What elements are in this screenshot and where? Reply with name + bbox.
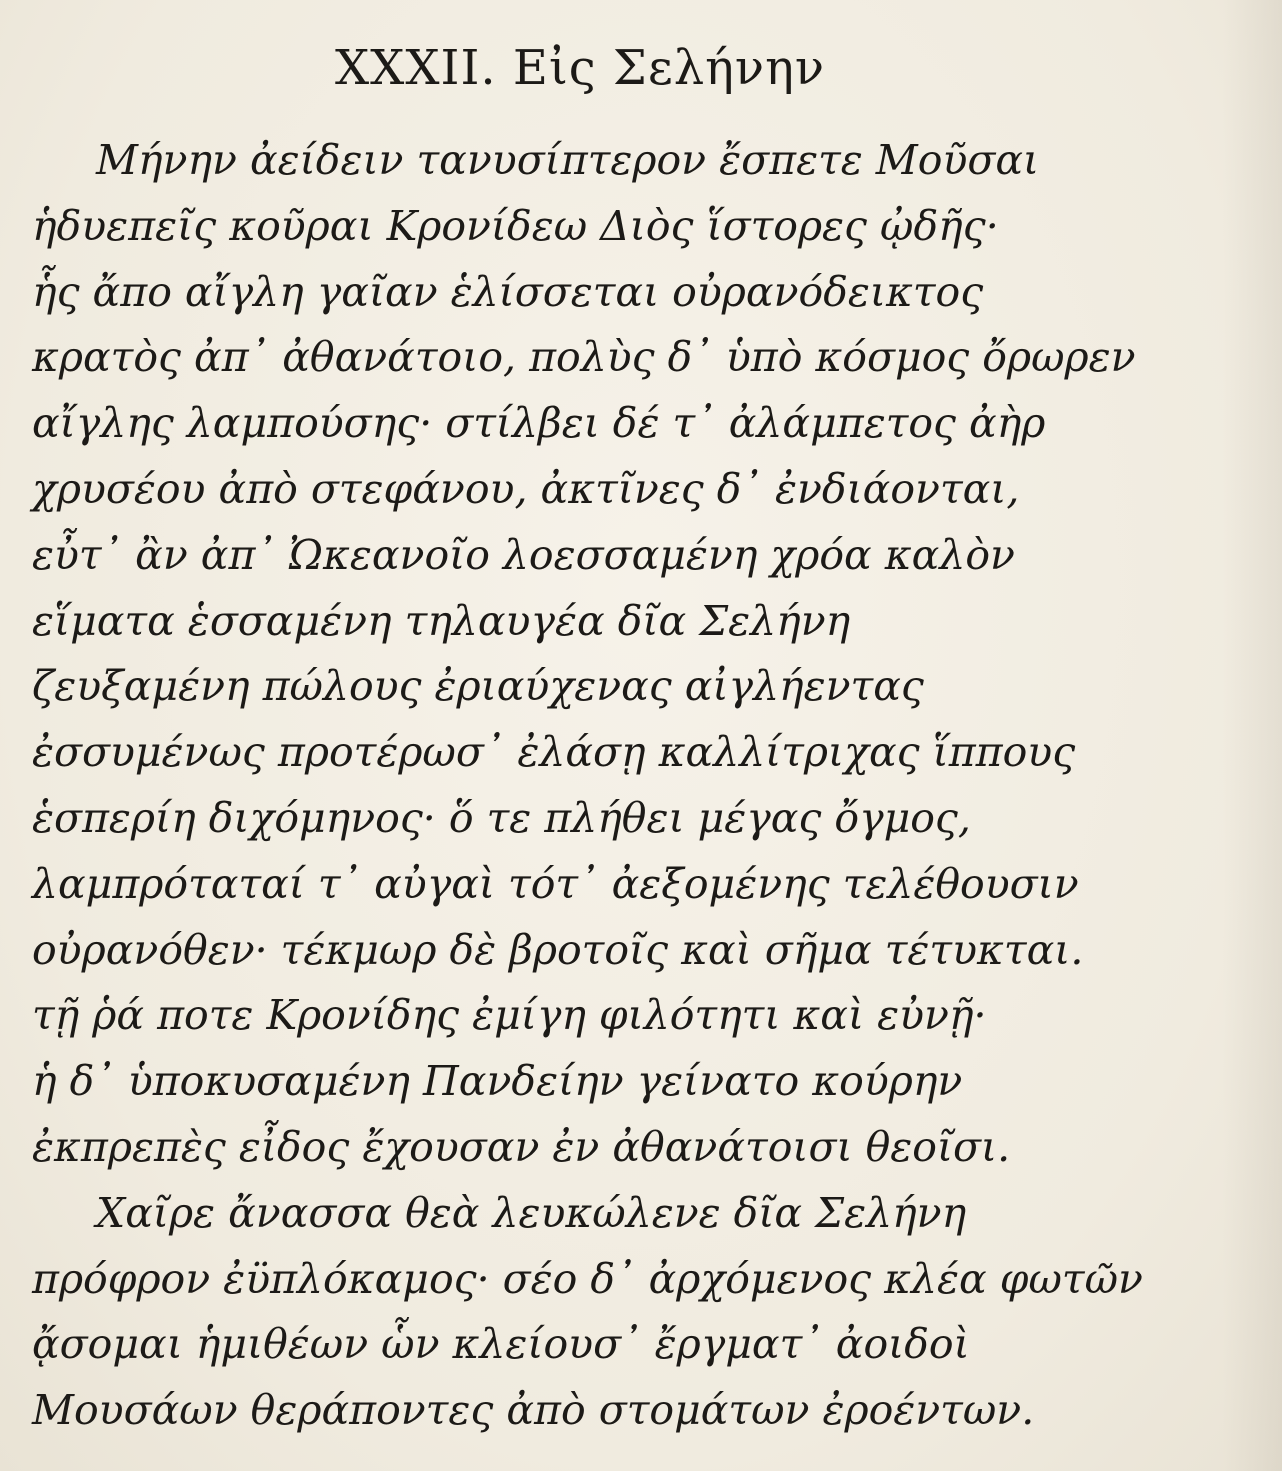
poem-line: λαμπρόταταί τ᾽ αὐγαὶ τότ᾽ ἀεξομένης τελέθουσιν bbox=[32, 859, 1079, 908]
poem-line: εὖτ᾽ ἂν ἀπ᾽ Ὠκεανοῖο λοεσσαμένη χρόα καλὸν bbox=[32, 530, 1015, 579]
poem-line: αἴγλης λαμπούσης· στίλβει δέ τ᾽ ἀλάμπετος ἀὴρ bbox=[32, 399, 1046, 448]
poem-line: ἡ δ᾽ ὑποκυσαμένη Πανδείην γείνατο κούρην bbox=[32, 1057, 963, 1106]
poem-line: Μουσάων θεράποντες ἀπὸ στομάτων ἐροέντων. bbox=[32, 1386, 1035, 1435]
poem-line: πρόφρον ἐϋπλόκαμος· σέο δ᾽ ἀρχόμενος κλέα φωτῶν bbox=[32, 1254, 1143, 1303]
poem-line: τῇ ῥά ποτε Κρονίδης ἐμίγη φιλότητι καὶ εὐνῇ· bbox=[32, 991, 987, 1040]
poem-line: χρυσέου ἀπὸ στεφάνου, ἀκτῖνες δ᾽ ἐνδιάονται, bbox=[32, 464, 1020, 513]
poem-line: εἵματα ἑσσαμένη τηλαυγέα δῖα Σελήνη bbox=[32, 596, 851, 645]
poem-line: ζευξαμένη πώλους ἐριαύχενας αἰγλήεντας bbox=[32, 662, 924, 711]
poem-title: XXXII. Εἰς Σελήνην bbox=[334, 40, 826, 96]
poem-body bbox=[32, 128, 1232, 1444]
poem-line: Μήνην ἀείδειν τανυσίπτερον ἔσπετε Μοῦσαι bbox=[96, 136, 1040, 184]
poem-line: ᾄσομαι ἡμιθέων ὧν κλείουσ᾽ ἔργματ᾽ ἀοιδοὶ bbox=[32, 1320, 970, 1369]
poem-line: ἐσσυμένως προτέρωσ᾽ ἐλάσῃ καλλίτριχας ἵππους bbox=[32, 728, 1076, 777]
poem-line: ἑσπερίη διχόμηνος· ὅ τε πλήθει μέγας ὄγμος, bbox=[32, 793, 971, 842]
poem-line: ἐκπρεπὲς εἶδος ἔχουσαν ἐν ἀθανάτοισι θεοῖσι. bbox=[32, 1122, 1011, 1171]
poem-line: Χαῖρε ἄνασσα θεὰ λευκώλενε δῖα Σελήνη bbox=[96, 1188, 967, 1237]
poem-line: ἧς ἄπο αἴγλη γαῖαν ἑλίσσεται οὐρανόδεικτος bbox=[32, 267, 984, 316]
poem-line: κρατὸς ἀπ᾽ ἀθανάτοιο, πολὺς δ᾽ ὑπὸ κόσμος ὄρωρεν bbox=[32, 333, 1136, 382]
poem-line: ἡδυεπεῖς κοῦραι Κρονίδεω Διὸς ἵστορες ᾠδῆς· bbox=[32, 201, 999, 250]
poem-line: οὐρανόθεν· τέκμωρ δὲ βροτοῖς καὶ σῆμα τέτυκται. bbox=[32, 925, 1084, 974]
